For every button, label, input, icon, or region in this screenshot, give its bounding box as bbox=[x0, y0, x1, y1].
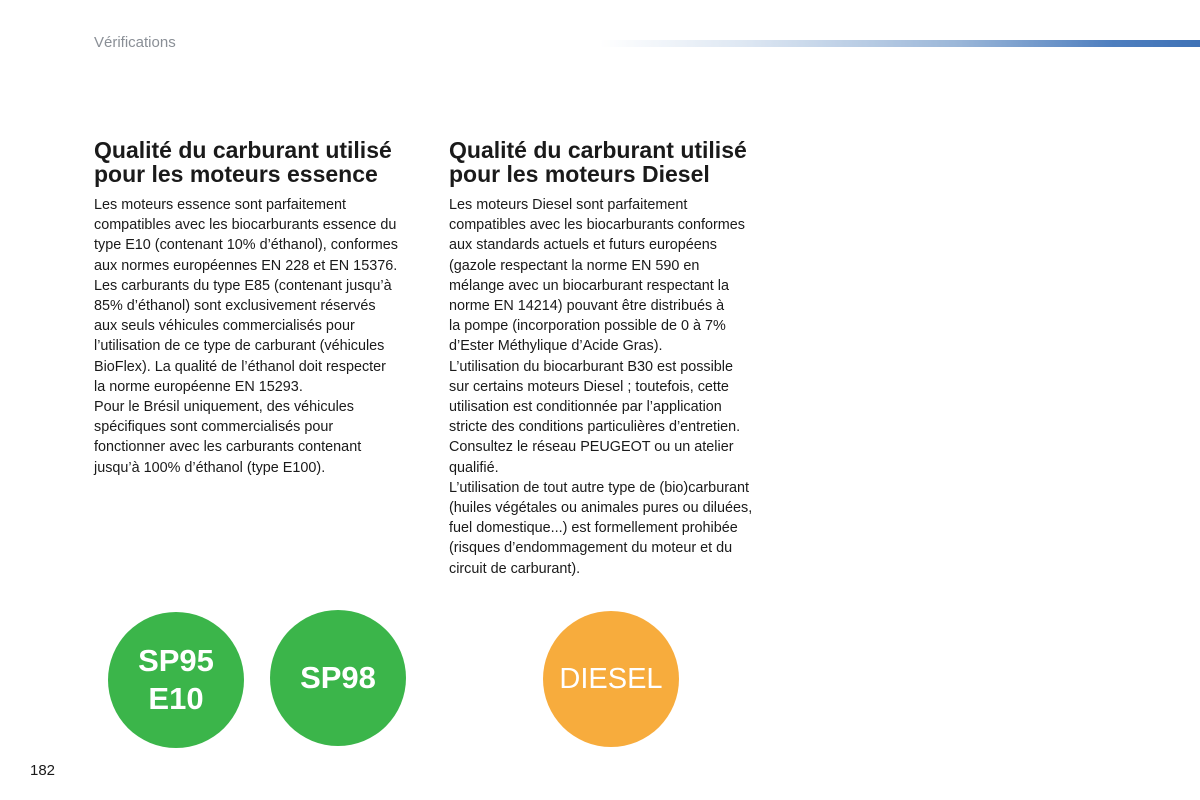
text-line: L’utilisation de tout autre type de (bio)carburant bbox=[449, 479, 749, 496]
text-line: BioFlex). La qualité de l’éthanol doit respecter bbox=[94, 358, 386, 375]
heading-line: pour les moteurs essence bbox=[94, 161, 378, 187]
diesel-fuel-section bbox=[449, 138, 784, 579]
badge-label: SP95 bbox=[138, 643, 214, 678]
text-line: aux seuls véhicules commercialisés pour bbox=[94, 318, 355, 335]
text-line: aux standards actuels et futurs européens bbox=[449, 237, 717, 254]
sp98-fuel-badge bbox=[270, 610, 406, 746]
text-line: compatibles avec les biocarburants conformes bbox=[449, 217, 745, 234]
header-gradient-bar bbox=[600, 40, 1200, 47]
text-line: Les moteurs Diesel sont parfaitement bbox=[449, 197, 688, 213]
sp95-e10-fuel-badge bbox=[108, 612, 244, 748]
text-line: qualifié. bbox=[449, 459, 499, 476]
badge-label: SP98 bbox=[300, 660, 376, 695]
petrol-fuel-text bbox=[94, 195, 429, 478]
petrol-fuel-heading bbox=[94, 138, 429, 186]
text-line: utilisation est conditionnée par l’application bbox=[449, 399, 722, 416]
text-line: (gazole respectant la norme EN 590 en bbox=[449, 257, 700, 274]
badge-label: DIESEL bbox=[559, 663, 663, 695]
petrol-fuel-section bbox=[94, 138, 429, 478]
text-line: d’Ester Méthylique d’Acide Gras). bbox=[449, 338, 663, 355]
heading-line: Qualité du carburant utilisé bbox=[94, 137, 392, 163]
text-line: aux normes européennes EN 228 et EN 15376. bbox=[94, 257, 398, 274]
text-line: Les moteurs essence sont parfaitement bbox=[94, 197, 346, 213]
text-line: norme EN 14214) pouvant être distribués à bbox=[449, 298, 725, 315]
text-line: la pompe (incorporation possible de 0 à 7% bbox=[449, 318, 726, 335]
text-line: jusqu’à 100% d’éthanol (type E100). bbox=[94, 459, 326, 476]
diesel-fuel-heading bbox=[449, 138, 784, 186]
text-line: stricte des conditions particulières d’entretien. bbox=[449, 419, 741, 436]
heading-line: Qualité du carburant utilisé bbox=[449, 137, 747, 163]
text-line: (huiles végétales ou animales pures ou diluées, bbox=[449, 500, 753, 517]
text-line: sur certains moteurs Diesel ; toutefois, cette bbox=[449, 378, 729, 395]
text-line: (risques d’endommagement du moteur et du bbox=[449, 540, 733, 557]
section-title: Vérifications bbox=[94, 34, 176, 51]
text-line: type E10 (contenant 10% d’éthanol), conformes bbox=[94, 237, 398, 254]
text-line: l’utilisation de ce type de carburant (véhicules bbox=[94, 338, 385, 355]
text-line: compatibles avec les biocarburants essence du bbox=[94, 217, 397, 234]
text-line: mélange avec un biocarburant respectant la bbox=[449, 277, 729, 294]
heading-line: pour les moteurs Diesel bbox=[449, 161, 710, 187]
text-line: Pour le Brésil uniquement, des véhicules bbox=[94, 399, 354, 416]
text-line: circuit de carburant). bbox=[449, 560, 581, 577]
text-line: fuel domestique...) est formellement prohibée bbox=[449, 520, 738, 537]
diesel-fuel-badge bbox=[543, 611, 679, 747]
text-line: Les carburants du type E85 (contenant jusqu’à bbox=[94, 277, 392, 294]
page-number: 182 bbox=[30, 762, 56, 779]
text-line: L’utilisation du biocarburant B30 est possible bbox=[449, 358, 733, 375]
diesel-fuel-text bbox=[449, 195, 784, 579]
text-line: fonctionner avec les carburants contenant bbox=[94, 439, 362, 456]
text-line: spécifiques sont commercialisés pour bbox=[94, 419, 334, 436]
text-line: la norme européenne EN 15293. bbox=[94, 378, 303, 395]
badge-label: E10 bbox=[148, 681, 204, 716]
text-line: 85% d’éthanol) sont exclusivement réservés bbox=[94, 298, 376, 315]
text-line: Consultez le réseau PEUGEOT ou un atelier bbox=[449, 439, 734, 456]
